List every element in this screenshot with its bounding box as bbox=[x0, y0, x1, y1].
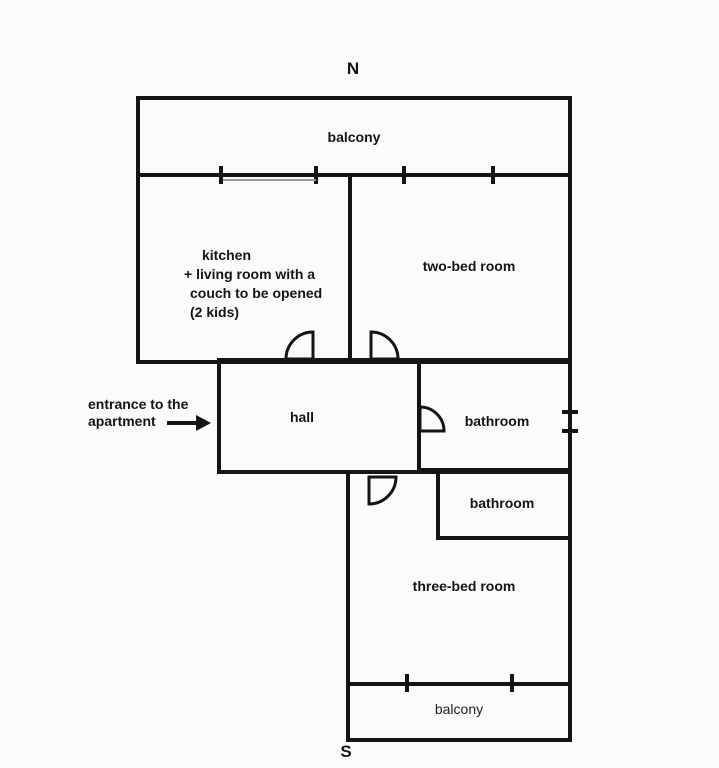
compass-south-label: S bbox=[340, 742, 352, 761]
kitchen-door-arc bbox=[286, 332, 313, 359]
entrance-arrow-head bbox=[196, 415, 211, 431]
kitchen-living-room-label bbox=[184, 246, 322, 322]
entrance-annotation bbox=[88, 396, 188, 430]
threebed-door-arc bbox=[369, 477, 396, 504]
two-bed-room-label: two-bed room bbox=[422, 258, 516, 274]
bathroom-lower-label: bathroom bbox=[469, 495, 535, 511]
three-bed-room-label: three-bed room bbox=[412, 578, 516, 594]
twobed-door-arc bbox=[371, 332, 398, 359]
balcony-bottom-label: balcony bbox=[434, 701, 484, 717]
kitchen-label-line4: (2 kids) bbox=[190, 304, 240, 320]
compass-north-label: N bbox=[346, 59, 360, 78]
kitchen-label-line3: couch to be opened bbox=[190, 285, 323, 301]
entrance-annotation-line2: apartment bbox=[88, 413, 156, 429]
kitchen-label-line1: kitchen bbox=[202, 247, 252, 263]
entrance-annotation-line1: entrance to the bbox=[88, 396, 189, 412]
balcony-top-label: balcony bbox=[327, 129, 381, 145]
kitchen-label-line2: + living room with a bbox=[184, 266, 316, 282]
bathroom-upper-label: bathroom bbox=[464, 413, 530, 429]
hall-label: hall bbox=[289, 409, 315, 425]
